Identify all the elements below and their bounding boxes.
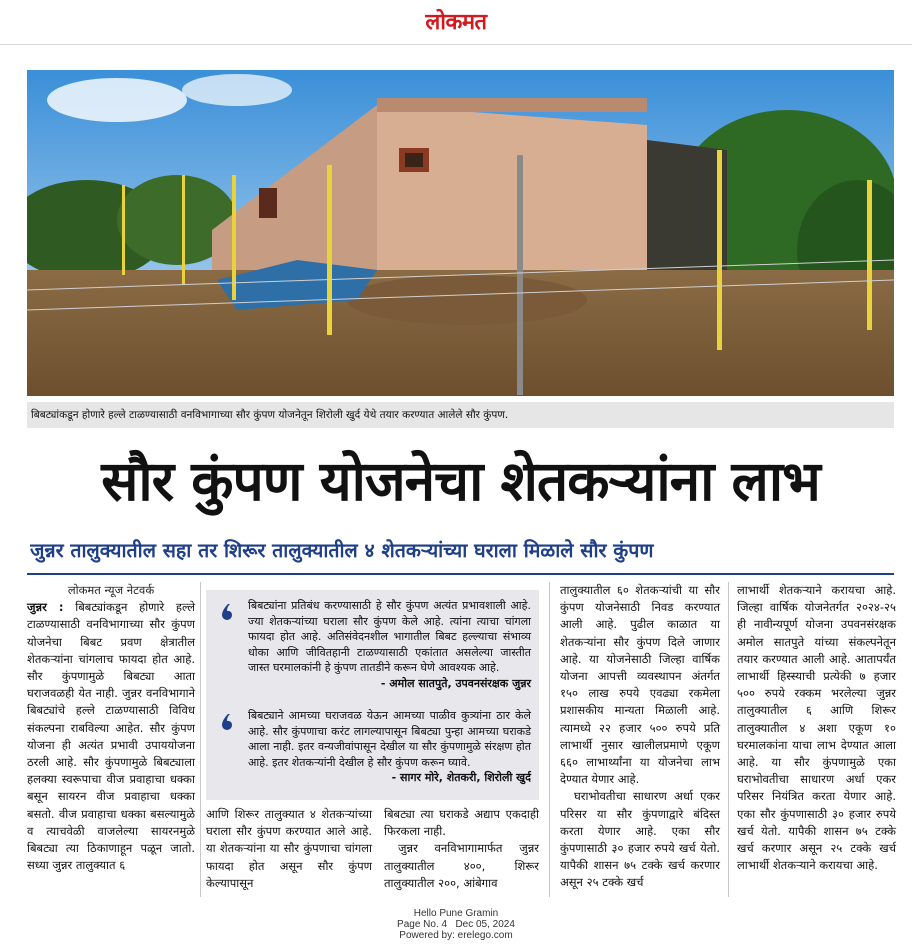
quote-mark-icon xyxy=(218,602,238,622)
article-paragraph: बिबट्या त्या घराकडे अद्याप एकदाही फिरकला नाही. xyxy=(384,807,539,839)
subheadline: जुन्नर तालुक्यातील सहा तर शिरूर तालुक्यातील ४ शेतकऱ्यांच्या घराला मिळाले सौर कुंपण xyxy=(30,539,654,562)
article-paragraph: लाभार्थी शेतकऱ्याने करायचा आहे. जिल्हा वार्षिक योजनेतर्गत २०२४-२५ ही नावीन्यपूर्ण योजना उपवनसंरक्षक अमोल सातपुते यांच्या संकल्पनेतून तयार करण्यात आली आहे. आतापर्यंत लाभार्थी हिस्स्याची प्रत्येकी ७ हजार ५०० रुपये रक्कम भरलेल्या जुन्नर तालुक्यातील ६ आणि शिरूर तालुक्यातील ४ अशा एकूण १० घरमालकांना याचा लाभ देण्यात आला आहे. या सौर कुंपणामुळे एका घराभोवतीचा साधारण अर्धा एकर परिसर नियंत्रित करता येणार आहे. एका सौर कुंपणासाठी ३० हजार रुपये खर्च येतो. यापैकी शासन ७५ टक्के खर्च करणार असून २५ टक्के खर्च लाभार्थी शेतकऱ्याने करायचा आहे. xyxy=(737,583,896,873)
page-info xyxy=(0,919,912,930)
newspaper-logo: लोकमत xyxy=(425,9,487,35)
quote-attribution: - अमोल सातपुते, उपवनसंरक्षक जुन्नर xyxy=(380,676,531,690)
byline: लोकमत न्यूज नेटवर्क xyxy=(67,583,155,597)
column-divider xyxy=(200,582,201,897)
article-paragraph: घराभोवतीचा साधारण अर्धा एकर परिसर या सौर कुंपणाद्वारे बंदिस्त करता येणार आहे. एका सौर कुंपणासाठी ३० हजार रुपये खर्च येतो. यापैकी शासन ७५ टक्के खर्च करणार असून २५ टक्के खर्च xyxy=(560,789,720,890)
paragraph-text: बिबट्यांकडून होणारे हल्ले टाळण्यासाठी वनविभागाच्या सौर कुंपण योजनेचा बिबट प्रवण क्षेत्रातील शेतकऱ्यांना चांगलाच फायदा होत आहे. सौर कुंपणामुळे बिबट्या आता घराजवळही येत नाही. जुन्नर वनविभागाने बिबट्यांचे हल्ले टाळण्यासाठी विविध संकल्पना राबविल्या आहेत. सौर कुंपण योजना ही अत्यंत प्रभावी उपाययोजना ठरली आहे. सौर कुंपणामुळे बिबट्याला हलक्या स्वरूपाचा वीज प्रवाहाचा धक्का बसून सायरन वीज प्रवाहाचा धक्का बसतो. वीज प्रवाहाचा धक्का बसल्यामुळे व त्याचवेळी वाजलेल्या सायरनमुळे बिबट्या त्या ठिकाणाहून पळून जातो. सध्या जुन्नर तालुक्यात ६ xyxy=(27,600,195,873)
quote-mark-icon xyxy=(218,712,238,732)
powered-by-link[interactable]: Powered by: erelego.com xyxy=(399,930,513,941)
article-column-5 xyxy=(737,582,896,874)
article-column-3 xyxy=(384,806,539,892)
article-column-4 xyxy=(560,582,720,892)
quote-2 xyxy=(206,708,539,786)
page-number: Page No. 4 xyxy=(397,919,448,930)
quote-attribution: - सागर मोरे, शेतकरी, शिरोली खुर्द xyxy=(391,771,531,784)
solar-fence-photo xyxy=(27,70,894,396)
headline: सौर कुंपण योजनेचा शेतकऱ्यांना लाभ xyxy=(101,449,820,513)
article-paragraph: आणि शिरूर तालुक्यात ४ शेतकऱ्यांच्या घराला सौर कुंपण करण्यात आले आहे. या शेतकऱ्यांना या सौर कुंपणाचा चांगला फायदा होत असून सौर कुंपण केल्यापासून xyxy=(206,807,372,890)
quote-text: बिबट्यांना प्रतिबंध करण्यासाठी हे सौर कुंपण अत्यंत प्रभावशाली आहे. ज्या शेतकऱ्यांच्या घराला सौर कुंपण केले आहे. त्यांना त्याचा चांगला फायदा होत आहे. अतिसंवेदनशील भागातील बिबट हल्ल्याचा संभाव्य धोका आणि जीवितहानी टाळण्यासाठी एकांतात असलेल्या जास्तीत जास्त घरमालकांनी हे कुंपण तातडीने करून घेणे आवश्यक आहे. xyxy=(248,599,531,674)
article-column-1 xyxy=(27,582,195,874)
dateline-place: जुन्नर : xyxy=(27,600,64,615)
column-divider xyxy=(549,582,550,897)
article-column-2 xyxy=(206,806,372,892)
photo-caption: बिबट्यांकडून होणारे हल्ले टाळण्यासाठी वनविभागाच्या सौर कुंपण योजनेतून शिरोली खुर्द येथे तयार करण्यात आलेले सौर कुंपण. xyxy=(27,402,894,428)
article-paragraph xyxy=(27,599,195,874)
edition-name: Hello Pune Gramin xyxy=(413,908,499,919)
article-photo xyxy=(27,70,894,396)
page-footer xyxy=(0,908,912,941)
page-date: Dec 05, 2024 xyxy=(455,919,515,930)
quote-text: बिबट्याने आमच्या घराजवळ येऊन आमच्या पाळीव कुत्र्यांना ठार केले आहे. सौर कुंपणाचा करंट लागल्यापासून बिबट्या पुन्हा आमच्या घराकडे आला नाही. इतर वन्यजीवांपासून देखील या सौर कुंपणामुळे संरक्षण होत आहे. इतर शेतकऱ्यांनी देखील हे सौर कुंपण करून घ्यावे. xyxy=(248,709,531,769)
masthead xyxy=(0,0,912,45)
article-paragraph: जुन्नर वनविभागामार्फत जुन्नर तालुक्यातील ४००, शिरूर तालुक्यातील २००, आंबेगाव xyxy=(384,841,539,890)
column-divider xyxy=(728,582,729,897)
quote-1 xyxy=(206,598,539,691)
article-paragraph: तालुक्यातील ६० शेतकऱ्यांची या सौर कुंपण योजनेसाठी निवड करण्यात आली आहे. पुढील काळात या शेतकऱ्यांना सौर कुंपण दिले जाणार आहे. या योजनेसाठी जिल्हा वार्षिक योजना आपत्ती व्यवस्थापन अंतर्गत १५० लाख रुपये एवढ्या रकमेला प्रशासकीय मान्यता मिळाली आहे. त्यामध्ये २२ हजार ५०० रुपये प्रति लाभार्थी नुसार खालीलप्रमाणे एकूण ६६० लाभार्थ्यांना या योजनेचा लाभ देण्यात येणार आहे. xyxy=(560,583,720,787)
divider xyxy=(27,573,894,575)
